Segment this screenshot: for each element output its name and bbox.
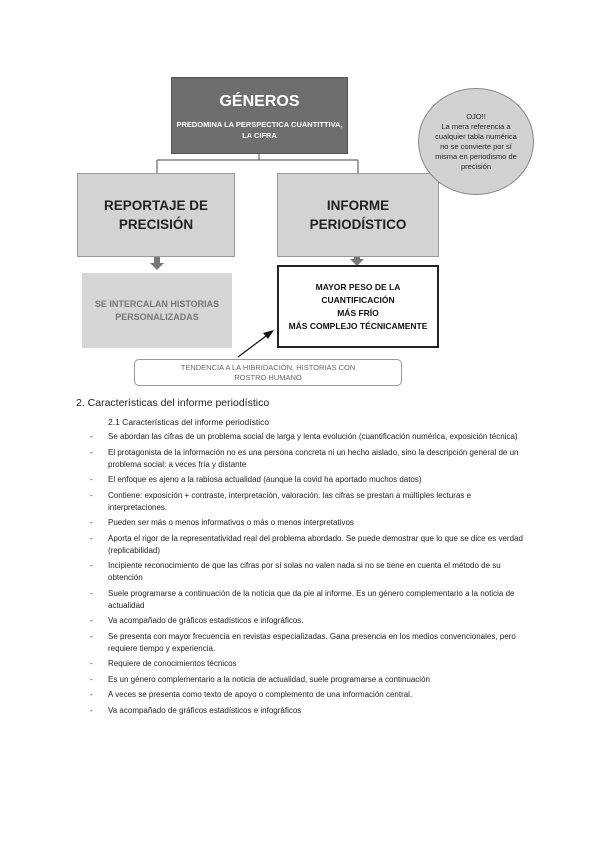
dash: - (90, 674, 93, 684)
list-item-text: El protagonista de la información no es una persona concreta ni un hecho aislado, sino la descripción general de un problema social: a veces fría y distante (108, 447, 519, 469)
reportaje-line: REPORTAJE DE (103, 198, 209, 213)
dash: - (90, 518, 93, 527)
list-item (90, 490, 530, 514)
list-item-text: Aporta el rigor de la representatividad real del problema abordado. Se puede demostrar que lo que se dice es verdad (replicabilidad) (108, 533, 523, 555)
tendencia-line: ROSTRO HUMANO (234, 372, 302, 382)
dash: - (90, 588, 93, 598)
intercalan-box (82, 273, 232, 348)
list-item (90, 588, 530, 612)
list-item (90, 431, 530, 443)
generos-subtitle: PREDOMINA LA PERSPECTICA CUANTITTIVA, LA CIFRA (176, 119, 343, 140)
list-item (90, 705, 530, 717)
intercalan-line: PERSONALIZADAS (115, 311, 199, 322)
list-item (90, 517, 530, 529)
dash: - (90, 616, 93, 625)
list-item-text: Va acompañado de gráficos estadísticos e infográficos. (108, 616, 304, 625)
list-item-text: Se abordan las cifras de un problema social de larga y lenta evolución (cuantificación numérica, exposición técnica) (108, 432, 518, 441)
ojo-line: cualquier tabla numérica (435, 131, 517, 141)
mayor-line: CUANTIFICACIÓN (321, 294, 395, 305)
mayor-peso-box (277, 265, 439, 348)
dash: - (90, 561, 93, 570)
dash: - (90, 690, 93, 699)
dash: - (90, 490, 93, 500)
generos-box (171, 77, 348, 154)
list-item-text: Va acompañado de gráficos estadísticos e infográficos (108, 705, 302, 715)
list-item-text: A veces se presenta como texto de apoyo o complemento de una información central. (108, 690, 413, 699)
dash: - (90, 447, 93, 457)
list-item (90, 560, 530, 584)
section-heading: 2. Características del informe periodístico (76, 397, 270, 409)
reportaje-box (77, 173, 235, 257)
ojo-line: OJO!! (466, 111, 486, 121)
list-item-text: Se presenta con mayor frecuencia en revistas especializadas. Gana presencia en los medios convencionales, pero requiere tiempo y experiencia. (108, 631, 516, 653)
ojo-line: La mera referencia a (441, 121, 511, 131)
mayor-line: MAYOR PESO DE LA (315, 281, 401, 292)
list-item (90, 674, 530, 686)
mayor-line: MÁS FRÍO (337, 307, 379, 318)
list-item (90, 689, 530, 701)
list-item-text: El enfoque es ajeno a la rabiosa actualidad (aunque la covid ha aportado muchos datos) (108, 475, 422, 484)
ojo-line: misma en periodismo de (435, 151, 517, 161)
ojo-callout (418, 88, 534, 195)
arrow-down-reportaje (150, 257, 164, 270)
list-item-text: Requiere de conocimientos técnicos (108, 659, 237, 668)
dash: - (90, 432, 93, 441)
dash: - (90, 705, 93, 715)
dash: - (90, 659, 93, 668)
list-item-text: Pueden ser más o menos informativos o más o menos interpretativos (108, 518, 354, 527)
characteristics-list (90, 431, 530, 720)
list-item-text: Contiene: exposición + contraste, interpretación, valoración. las cifras se prestan a múltiples lecturas e interpretaciones. (108, 490, 472, 512)
ojo-line: no se convierte por sí (440, 141, 512, 151)
reportaje-line: PRECISIÓN (118, 217, 194, 232)
dash: - (90, 631, 93, 641)
list-item (90, 447, 530, 471)
generos-title: GÉNEROS (219, 92, 300, 110)
informe-line: INFORME (326, 198, 390, 213)
informe-line: PERIODÍSTICO (309, 217, 407, 232)
informe-box (277, 173, 439, 257)
list-item (90, 533, 530, 557)
subsection-heading: 2.1 Características del informe periodístico (108, 417, 270, 427)
dash: - (90, 475, 93, 484)
intercalan-line: SE INTERCALAN HISTORIAS (94, 298, 220, 309)
dash: - (90, 533, 93, 543)
list-item (90, 615, 530, 627)
tendencia-line: TENDENCIA A LA HIBRIDACIÓN, HISTORIAS CON (180, 362, 356, 372)
list-item-text: Es un género complementario a la noticia de actualidad, suele programarse a continuación (108, 674, 430, 684)
list-item (90, 658, 530, 670)
list-item-text: Suele programarse a continuación de la noticia que da pie al informe. Es un género complementario a la noticia de actualidad (108, 588, 515, 610)
arrow-diagonal (238, 330, 274, 357)
list-item (90, 474, 530, 486)
mayor-line: MÁS COMPLEJO TÉCNICAMENTE (288, 320, 428, 331)
list-item (90, 631, 530, 655)
tendencia-box (134, 359, 402, 386)
list-item-text: Incipiente reconocimiento de que las cifras por sí solas no valen nada si no se tiene en cuenta el método de su obtención (108, 561, 501, 582)
ojo-line: precisión (460, 161, 491, 171)
